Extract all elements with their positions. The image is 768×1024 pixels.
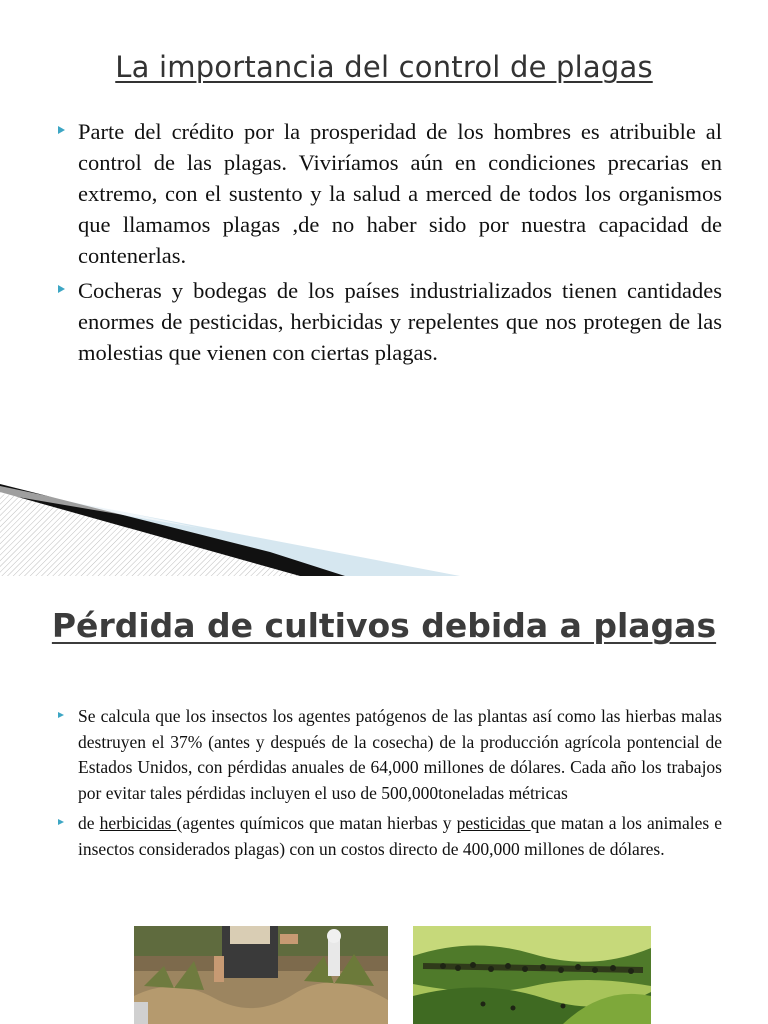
decorative-swoosh (0, 470, 768, 576)
list-item (58, 116, 722, 271)
slide-1-title: La importancia del control de plagas (115, 50, 653, 84)
field-workers-photo (134, 926, 388, 1024)
pesticidas-link[interactable]: pesticidas (456, 813, 531, 833)
bullet-text: Parte del crédito por la prosperidad de los hombres es atribuible al control de las plagas. Viviríamos aún en condiciones precarias en extremo, con el sustento y la salud a merced de todos los organismos que llamamos plagas ,de no haber sido por nuestra capacidad de contenerlas. (78, 119, 722, 268)
slide-1-bullet-list (58, 116, 722, 372)
bullet-arrow-icon (58, 126, 65, 134)
list-item (58, 275, 722, 368)
list-item (58, 704, 722, 806)
slide-2-title: Pérdida de cultivos debida a plagas (51, 606, 717, 645)
bullet-text-middle: (agentes químicos que matan hierbas y (176, 813, 457, 833)
slide-2-bullet-list (58, 704, 722, 867)
bullet-text: Se calcula que los insectos los agentes patógenos de las plantas así como las hierbas malas destruyen el 37% (antes y después de la cosecha) de la producción agrícola pontencial de Estados Unidos, con pérdidas anuales de 64,000 millones de dólares. Cada año los trabajos por evitar tales pérdidas incluyen el uso de 500,000toneladas métricas (78, 706, 722, 803)
aphids-on-plant-photo (413, 926, 651, 1024)
bullet-text: Cocheras y bodegas de los países industrializados tienen cantidades enormes de pesticidas, herbicidas y repelentes que nos protegen de las molestias que vienen con ciertas plagas. (78, 278, 722, 365)
herbicidas-link[interactable]: herbicidas (99, 813, 177, 833)
bullet-arrow-icon (58, 712, 64, 718)
list-item (58, 811, 722, 862)
bullet-text-start: de (78, 813, 100, 833)
slide-2 (0, 576, 768, 1024)
bullet-arrow-icon (58, 819, 64, 825)
bullet-arrow-icon (58, 285, 65, 293)
bullet-text-end: que matan a los animales e insectos considerados plagas) con un costos directo de 400,000 millones de dólares. (78, 813, 723, 859)
